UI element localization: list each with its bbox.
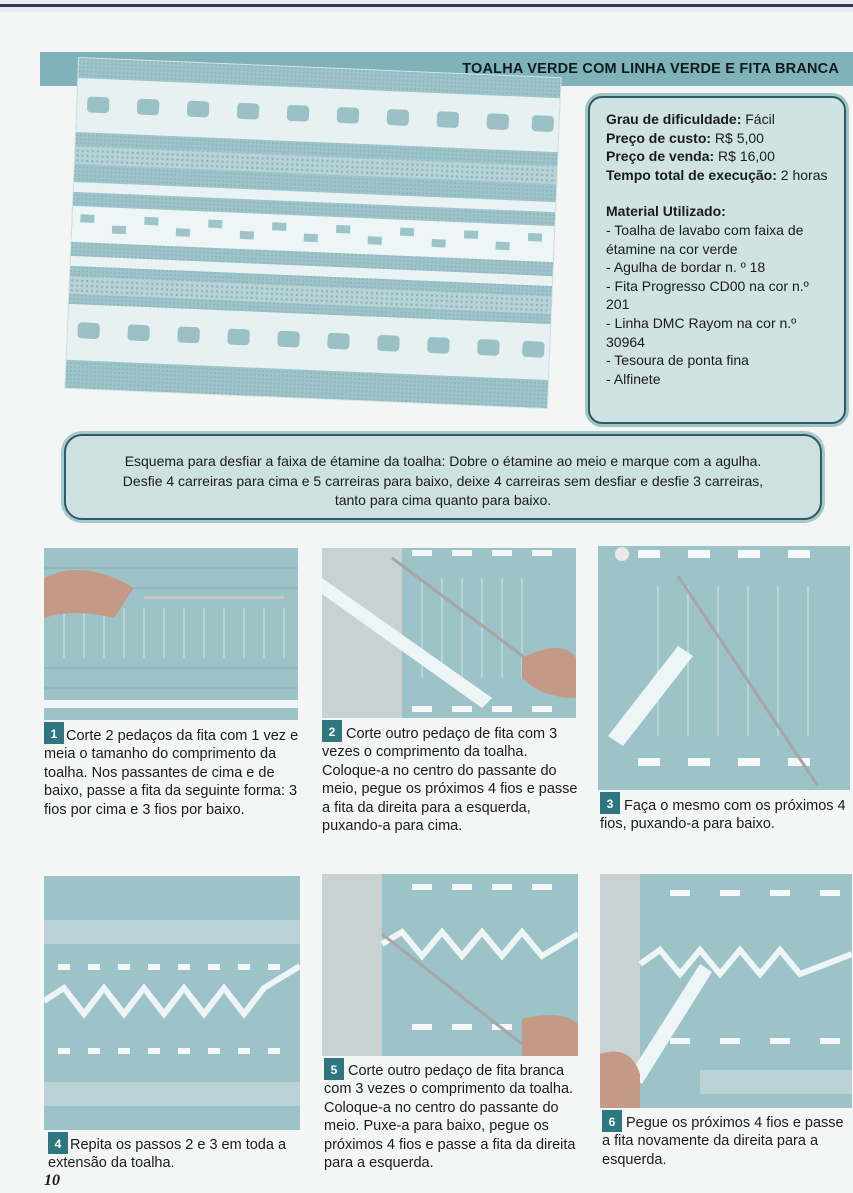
main-towel-photo bbox=[65, 58, 560, 408]
time-line: Tempo total de execução: 2 horas bbox=[606, 166, 828, 183]
step-2-text: Corte outro pedaço de fita com 3 vezes o comprimento da toalha. Coloque-a no centro do passante do meio, pegue os próximos 4 fios e passe a fita da direita para a esquerda, puxando-a para cima. bbox=[322, 726, 578, 835]
page-number: 10 bbox=[44, 1172, 60, 1189]
price-line: Preço de venda: R$ 16,00 bbox=[606, 148, 775, 165]
step-4-number: 4 bbox=[48, 1132, 68, 1154]
material-item: - Tesoura de ponta fina bbox=[606, 352, 749, 369]
step-6-text: Pegue os próximos 4 fios e passe a fita novamente da direita para a esquerda. bbox=[602, 1115, 844, 1168]
material-item: - Toalha de lavabo com faixa de étamine na cor verde bbox=[606, 221, 804, 257]
step-6-number: 6 bbox=[602, 1110, 622, 1132]
scheme-line: Esquema para desfiar a faixa de étamine da toalha: Dobre o étamine ao meio e marque com a agulha. bbox=[124, 453, 762, 469]
material-item: - Fita Progresso CD00 na cor n.º 201 bbox=[606, 277, 809, 313]
scheme-box bbox=[64, 434, 822, 520]
step-3-photo bbox=[598, 546, 850, 790]
step-1-text: Corte 2 pedaços da fita com 1 vez e meia o tamanho do comprimento da toalha. Nos passantes de cima e de baixo, passe a fita da seguinte forma: 3 fios por cima e 3 fios por baixo. bbox=[44, 728, 299, 818]
step-3-text: Faça o mesmo com os próximos 4 fios, puxando-a para baixo. bbox=[600, 798, 846, 833]
material-item: - Agulha de bordar n. º 18 bbox=[606, 259, 766, 276]
step-1-photo bbox=[44, 548, 298, 720]
material-item: - Alfinete bbox=[606, 370, 661, 387]
step-4-photo bbox=[44, 876, 300, 1130]
step-3-number: 3 bbox=[600, 792, 620, 814]
step-5-number: 5 bbox=[324, 1058, 344, 1080]
step-5-text: Corte outro pedaço de fita branca com 3 vezes o comprimento da toalha. Coloque-a no centro do passante do meio. Puxe-a para baixo, pegue os próximos 4 fios e passe a fita da direita para a esquerda. bbox=[324, 1063, 576, 1172]
step-1-number: 1 bbox=[44, 722, 64, 744]
step-2-number: 2 bbox=[322, 720, 342, 742]
page-top-rule bbox=[0, 0, 853, 12]
step-2-photo bbox=[322, 548, 576, 718]
material-item: - Linha DMC Rayom na cor n.º 30964 bbox=[606, 314, 797, 350]
cost-line: Preço de custo: R$ 5,00 bbox=[606, 129, 764, 146]
scheme-line: Desfie 4 carreiras para cima e 5 carreiras para baixo, deixe 4 carreiras sem desfiar e desfie 3 carreiras, bbox=[122, 472, 764, 489]
step-6-photo bbox=[600, 874, 852, 1108]
scheme-line: tanto para cima quanto para baixo. bbox=[334, 492, 552, 508]
page-title: TOALHA VERDE COM LINHA VERDE E FITA BRANCA bbox=[462, 61, 839, 77]
step-4-text: Repita os passos 2 e 3 em toda a extensão da toalha. bbox=[48, 1137, 287, 1172]
difficulty-line: Grau de dificuldade: Fácil bbox=[606, 111, 775, 127]
materials-title: Material Utilizado: bbox=[606, 203, 726, 220]
project-info-box bbox=[588, 96, 846, 424]
step-5-photo bbox=[322, 874, 578, 1056]
